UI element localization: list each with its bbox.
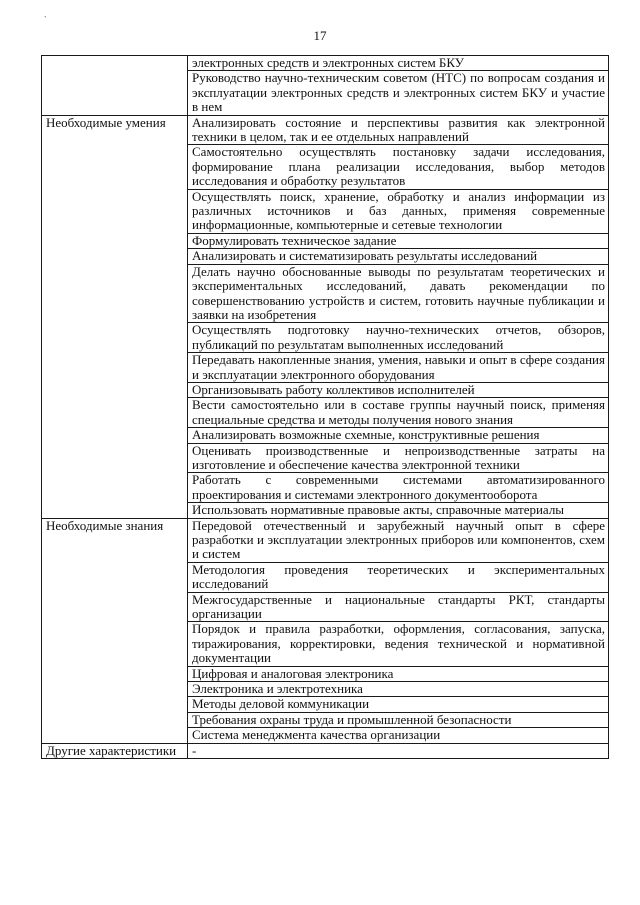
knowledge-item: Цифровая и аналоговая электроника — [188, 666, 609, 681]
skills-item: Анализировать возможные схемные, конструктивные решения — [188, 428, 609, 443]
continuation-heading — [42, 56, 188, 116]
knowledge-item: Порядок и правила разработки, оформления, согласования, запуска, тиражирования, корректировки, ведения технической и нормативной документации — [188, 622, 609, 666]
knowledge-item: Электроника и электротехника — [188, 682, 609, 697]
skills-item: Работать с современными системами автоматизированного проектирования и системами электронного документооборота — [188, 473, 609, 503]
other-value: - — [188, 743, 609, 758]
skills-item: Осуществлять подготовку научно-технических отчетов, обзоров, публикаций по результатам выполненных исследований — [188, 323, 609, 353]
skills-item: Оценивать производственные и непроизводственные затраты на изготовление и обеспечение качества электронной техники — [188, 443, 609, 473]
knowledge-item: Система менеджмента качества организации — [188, 728, 609, 743]
knowledge-item: Требования охраны труда и промышленной безопасности — [188, 712, 609, 727]
skills-item: Использовать нормативные правовые акты, справочные материалы — [188, 503, 609, 518]
scan-mark: ` — [44, 15, 47, 24]
continuation-item: электронных средств и электронных систем БКУ — [188, 56, 609, 71]
skills-item: Анализировать и систематизировать результаты исследований — [188, 249, 609, 264]
knowledge-item: Методы деловой коммуникации — [188, 697, 609, 712]
other-heading: Другие характеристики — [42, 743, 188, 758]
requirements-table — [41, 55, 609, 759]
continuation-row — [42, 56, 609, 71]
knowledge-item: Методология проведения теоретических и экспериментальных исследований — [188, 562, 609, 592]
skills-item: Самостоятельно осуществлять постановку задачи исследования, формирование плана реализации исследования, выбор методов исследования и обработку результатов — [188, 145, 609, 189]
requirements-table-body — [42, 56, 609, 759]
knowledge-item: Межгосударственные и национальные стандарты РКТ, стандарты организации — [188, 592, 609, 622]
skills-row — [42, 115, 609, 145]
skills-item: Делать научно обоснованные выводы по результатам теоретических и экспериментальных исследований, давать рекомендации по совершенствованию устройств и систем, готовить научные публикации и заявки на изобретения — [188, 264, 609, 323]
skills-item: Формулировать техническое задание — [188, 233, 609, 248]
skills-item: Передавать накопленные знания, умения, навыки и опыт в сфере создания и эксплуатации электронного оборудования — [188, 353, 609, 383]
skills-item: Осуществлять поиск, хранение, обработку и анализ информации из различных источников и баз данных, применяя современные информационные, компьютерные и сетевые технологии — [188, 189, 609, 233]
page-number: 17 — [313, 28, 327, 43]
knowledge-row — [42, 518, 609, 562]
skills-heading: Необходимые умения — [42, 115, 188, 518]
skills-item: Анализировать состояние и перспективы развития как электронной техники в целом, так и ее отдельных направлений — [188, 115, 609, 145]
skills-item: Вести самостоятельно или в составе группы научный поиск, применяя специальные средства и методы получения нового знания — [188, 398, 609, 428]
knowledge-item: Передовой отечественный и зарубежный научный опыт в сфере разработки и эксплуатации электронных приборов или компонентов, схем и систем — [188, 518, 609, 562]
continuation-item: Руководство научно-техническим советом (НТС) по вопросам создания и эксплуатации электронных средств и электронных систем БКУ и участие в нем — [188, 71, 609, 115]
other-row — [42, 743, 609, 758]
skills-item: Организовывать работу коллективов исполнителей — [188, 382, 609, 397]
knowledge-heading: Необходимые знания — [42, 518, 188, 743]
